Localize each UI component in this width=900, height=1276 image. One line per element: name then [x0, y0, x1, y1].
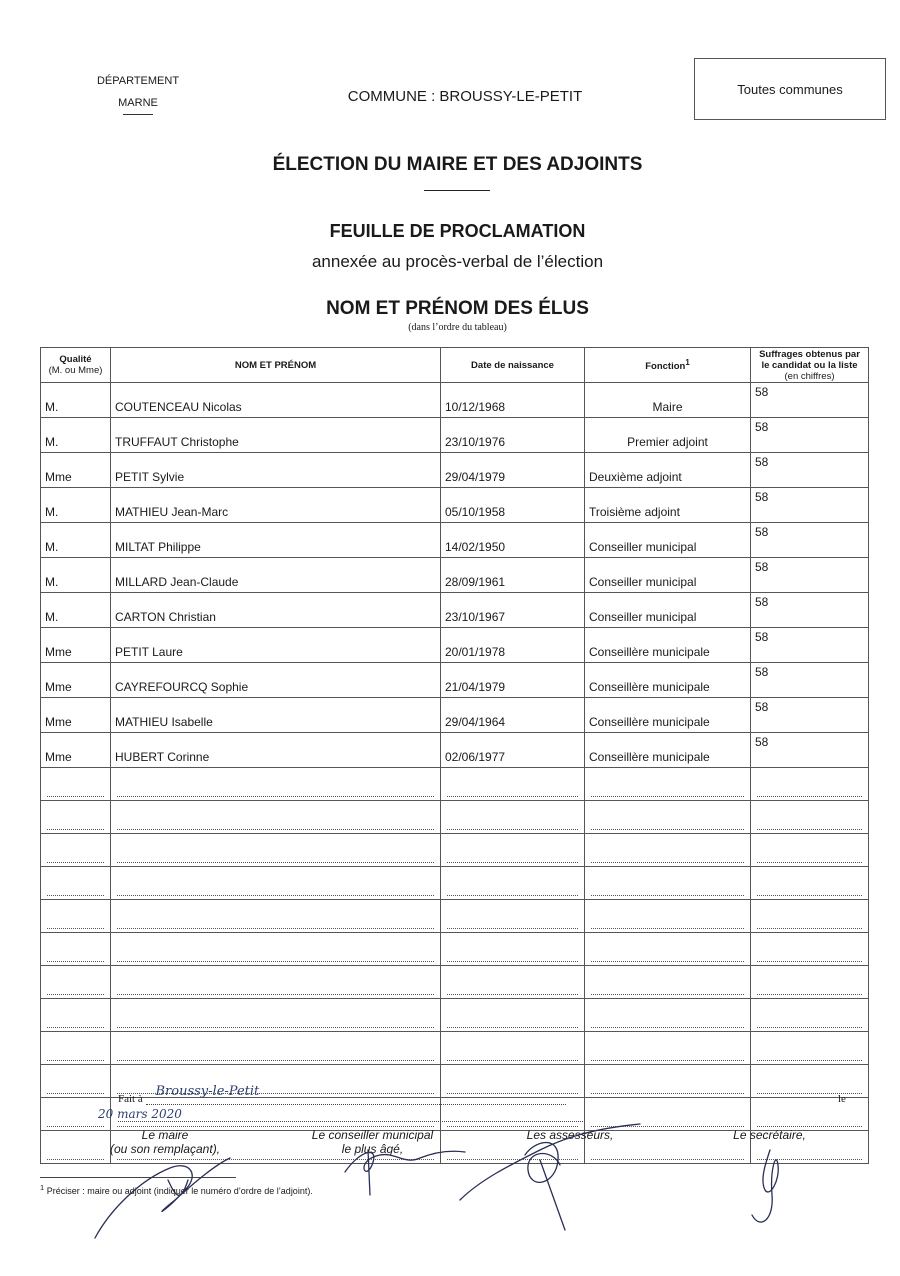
empty-cell-fonction [585, 867, 751, 900]
dotted-line [447, 993, 578, 995]
empty-cell-naissance [441, 867, 585, 900]
cell-nom: PETIT Laure [111, 628, 441, 663]
conseiller-signature-scribble [345, 1150, 465, 1195]
empty-cell-fonction [585, 900, 751, 933]
header-fonction [585, 348, 751, 383]
dotted-line [447, 861, 578, 863]
dotted-line [447, 1059, 578, 1061]
table-row [41, 663, 869, 698]
empty-table-row [41, 966, 869, 999]
empty-cell-nom [111, 834, 441, 867]
empty-cell-voix [751, 933, 869, 966]
cell-nom: MILLARD Jean-Claude [111, 558, 441, 593]
dotted-line [447, 1026, 578, 1028]
list-note: (dans l’ordre du tableau) [408, 322, 507, 333]
empty-cell-naissance [441, 999, 585, 1032]
dotted-line [447, 894, 578, 896]
header-qualite [41, 348, 111, 383]
cell-voix: 58 [751, 523, 869, 558]
empty-table-row [41, 999, 869, 1032]
dotted-line [757, 894, 862, 896]
footnote-text: Préciser : maire ou adjoint (indiquer le numéro d’ordre de l’adjoint). [46, 1186, 313, 1196]
empty-table-row [41, 834, 869, 867]
cell-fonction: Conseillère municipale [585, 698, 751, 733]
cell-nom: MILTAT Philippe [111, 523, 441, 558]
table-row [41, 628, 869, 663]
cell-nom: CARTON Christian [111, 593, 441, 628]
empty-table-row [41, 867, 869, 900]
departement-name: MARNE [118, 97, 158, 109]
dotted-line [47, 927, 104, 929]
cell-qualite: M. [41, 418, 111, 453]
empty-cell-nom [111, 999, 441, 1032]
fait-a-date: 20 mars 2020 [98, 1107, 182, 1121]
conseiller-label: Le conseiller municipal [311, 1128, 434, 1142]
dotted-line [47, 1026, 104, 1028]
empty-cell-nom [111, 900, 441, 933]
dotted-line [757, 993, 862, 995]
dotted-line [447, 960, 578, 962]
cell-naissance: 14/02/1950 [441, 523, 585, 558]
cell-voix: 58 [751, 663, 869, 698]
empty-cell-naissance [441, 834, 585, 867]
empty-cell-fonction [585, 966, 751, 999]
empty-cell-nom [111, 966, 441, 999]
dotted-line [47, 828, 104, 830]
cell-qualite: Mme [41, 453, 111, 488]
empty-cell-qualite [41, 867, 111, 900]
sheet-subtitle: annexée au procès-verbal de l’élection [311, 252, 604, 271]
fait-a-place: Broussy-le-Petit [155, 1084, 260, 1099]
empty-table-row [41, 1032, 869, 1065]
empty-cell-naissance [441, 966, 585, 999]
dotted-line [591, 1092, 744, 1094]
empty-cell-qualite [41, 900, 111, 933]
dotted-line [591, 861, 744, 863]
cell-naissance: 23/10/1976 [441, 418, 585, 453]
empty-cell-fonction [585, 933, 751, 966]
cell-fonction: Conseillère municipale [585, 733, 751, 768]
secretaire-signature-scribble [752, 1150, 778, 1222]
dotted-line [591, 993, 744, 995]
cell-nom: CAYREFOURCQ Sophie [111, 663, 441, 698]
handwritten-signatures [0, 1120, 900, 1276]
empty-cell-naissance [441, 801, 585, 834]
cell-fonction: Conseillère municipale [585, 628, 751, 663]
cell-qualite: M. [41, 558, 111, 593]
cell-qualite: Mme [41, 628, 111, 663]
empty-cell-voix [751, 768, 869, 801]
cell-voix: 58 [751, 698, 869, 733]
dotted-line [591, 1026, 744, 1028]
table-header-row [41, 348, 869, 383]
cell-fonction: Conseiller municipal [585, 558, 751, 593]
cell-fonction: Conseiller municipal [585, 593, 751, 628]
cell-voix: 58 [751, 383, 869, 418]
dotted-line [47, 795, 104, 797]
cell-naissance: 28/09/1961 [441, 558, 585, 593]
maire-signature-scribble [95, 1158, 230, 1238]
cell-voix: 58 [751, 453, 869, 488]
dotted-line [591, 795, 744, 797]
empty-cell-qualite [41, 1065, 111, 1098]
assesseurs-signature-scribble [460, 1124, 640, 1230]
header-fonction-label: Fonction [645, 361, 686, 373]
dotted-line [117, 795, 434, 797]
empty-cell-naissance [441, 933, 585, 966]
empty-cell-voix [751, 834, 869, 867]
cell-naissance: 23/10/1967 [441, 593, 585, 628]
empty-cell-voix [751, 999, 869, 1032]
table-row [41, 383, 869, 418]
dotted-line [447, 795, 578, 797]
dotted-line [47, 861, 104, 863]
table-row [41, 733, 869, 768]
cell-qualite: Mme [41, 663, 111, 698]
dotted-line [117, 828, 434, 830]
dotted-line [117, 1059, 434, 1061]
title-divider [424, 190, 490, 191]
dotted-line [757, 1059, 862, 1061]
empty-cell-naissance [441, 768, 585, 801]
header-qualite-sub: (M. ou Mme) [48, 365, 103, 376]
cell-fonction: Conseiller municipal [585, 523, 751, 558]
empty-cell-fonction [585, 768, 751, 801]
commune-name: COMMUNE : BROUSSY-LE-PETIT [347, 88, 583, 105]
cell-voix: 58 [751, 593, 869, 628]
dotted-line [757, 927, 862, 929]
cell-nom: MATHIEU Isabelle [111, 698, 441, 733]
dotted-line [117, 1026, 434, 1028]
empty-cell-voix [751, 900, 869, 933]
empty-cell-voix [751, 1065, 869, 1098]
table-row [41, 418, 869, 453]
dotted-line [47, 894, 104, 896]
cell-naissance: 05/10/1958 [441, 488, 585, 523]
cell-qualite: M. [41, 593, 111, 628]
dotted-line [117, 960, 434, 962]
empty-cell-nom [111, 801, 441, 834]
empty-cell-nom [111, 768, 441, 801]
empty-cell-qualite [41, 834, 111, 867]
dotted-line [117, 894, 434, 896]
commune-type-label: Toutes communes [737, 82, 843, 97]
cell-fonction: Maire [585, 383, 751, 418]
fait-a-line [146, 1084, 566, 1105]
dotted-line [757, 1092, 862, 1094]
empty-cell-qualite [41, 933, 111, 966]
dotted-line [47, 1059, 104, 1061]
cell-voix: 58 [751, 488, 869, 523]
page-title: ÉLECTION DU MAIRE ET DES ADJOINTS [272, 154, 643, 175]
empty-table-row [41, 900, 869, 933]
dotted-line [591, 960, 744, 962]
empty-cell-naissance [441, 900, 585, 933]
dotted-line [47, 993, 104, 995]
cell-fonction: Troisième adjoint [585, 488, 751, 523]
table-body [41, 383, 869, 1164]
header-suffrages [751, 348, 869, 383]
cell-voix: 58 [751, 733, 869, 768]
maire-sub: (ou son remplaçant), [109, 1142, 221, 1156]
table-row [41, 698, 869, 733]
dotted-line [447, 927, 578, 929]
dotted-line [757, 828, 862, 830]
header-nom: NOM ET PRÉNOM [111, 348, 441, 383]
footnote-marker: 1 [40, 1183, 45, 1192]
cell-fonction: Conseillère municipale [585, 663, 751, 698]
cell-voix: 58 [751, 558, 869, 593]
dotted-line [591, 894, 744, 896]
secretaire-label: Le secrétaire, [733, 1128, 806, 1142]
sheet-title: FEUILLE DE PROCLAMATION [329, 221, 586, 241]
cell-nom: COUTENCEAU Nicolas [111, 383, 441, 418]
fait-a-label: Fait à [118, 1093, 143, 1105]
assesseurs-label: Les assesseurs, [526, 1128, 614, 1142]
empty-cell-voix [751, 801, 869, 834]
cell-naissance: 29/04/1979 [441, 453, 585, 488]
empty-cell-qualite [41, 768, 111, 801]
cell-nom: PETIT Sylvie [111, 453, 441, 488]
empty-cell-nom [111, 1032, 441, 1065]
header-suffrages-sub: (en chiffres) [784, 370, 835, 382]
dotted-line [757, 1026, 862, 1028]
cell-naissance: 29/04/1964 [441, 698, 585, 733]
empty-table-row [41, 768, 869, 801]
list-title: NOM ET PRÉNOM DES ÉLUS [326, 298, 589, 319]
cell-fonction: Deuxième adjoint [585, 453, 751, 488]
table-row [41, 453, 869, 488]
empty-cell-nom [111, 933, 441, 966]
cell-qualite: M. [41, 488, 111, 523]
dotted-line [447, 828, 578, 830]
header-suffrages-label: Suffrages obtenus par le candidat ou la liste [759, 348, 860, 371]
dotted-line [757, 861, 862, 863]
cell-naissance: 10/12/1968 [441, 383, 585, 418]
dotted-line [117, 993, 434, 995]
departement-block [80, 70, 196, 115]
cell-qualite: M. [41, 523, 111, 558]
cell-qualite: M. [41, 383, 111, 418]
empty-cell-nom [111, 867, 441, 900]
table-row [41, 558, 869, 593]
empty-cell-voix [751, 966, 869, 999]
cell-voix: 58 [751, 418, 869, 453]
fait-a-block [98, 1084, 588, 1122]
empty-cell-fonction [585, 999, 751, 1032]
cell-qualite: Mme [41, 733, 111, 768]
empty-cell-fonction [585, 1065, 751, 1098]
departement-rule [123, 114, 153, 115]
elected-table [40, 347, 869, 1164]
dotted-line [591, 1059, 744, 1061]
header-fonction-note: 1 [685, 358, 690, 368]
cell-nom: MATHIEU Jean-Marc [111, 488, 441, 523]
empty-cell-fonction [585, 801, 751, 834]
empty-cell-qualite [41, 999, 111, 1032]
table-row [41, 593, 869, 628]
cell-naissance: 02/06/1977 [441, 733, 585, 768]
empty-cell-fonction [585, 834, 751, 867]
header-qualite-label: Qualité [59, 354, 92, 365]
table-row [41, 488, 869, 523]
date-label: le [838, 1093, 846, 1105]
dotted-line [47, 1092, 104, 1094]
cell-naissance: 20/01/1978 [441, 628, 585, 663]
empty-cell-qualite [41, 1032, 111, 1065]
cell-voix: 58 [751, 628, 869, 663]
dotted-line [117, 861, 434, 863]
empty-cell-qualite [41, 801, 111, 834]
departement-label: DÉPARTEMENT [96, 75, 180, 87]
empty-cell-voix [751, 1032, 869, 1065]
commune-type-box [694, 58, 886, 120]
cell-qualite: Mme [41, 698, 111, 733]
header-naissance: Date de naissance [441, 348, 585, 383]
cell-nom: TRUFFAUT Christophe [111, 418, 441, 453]
empty-cell-voix [751, 867, 869, 900]
conseiller-sub: le plus âgé, [341, 1142, 404, 1156]
empty-table-row [41, 801, 869, 834]
dotted-line [591, 828, 744, 830]
cell-fonction: Premier adjoint [585, 418, 751, 453]
cell-nom: HUBERT Corinne [111, 733, 441, 768]
empty-table-row [41, 933, 869, 966]
dotted-line [591, 927, 744, 929]
empty-cell-naissance [441, 1032, 585, 1065]
dotted-line [757, 795, 862, 797]
dotted-line [117, 927, 434, 929]
empty-cell-qualite [41, 966, 111, 999]
maire-label: Le maire [141, 1128, 189, 1142]
dotted-line [47, 960, 104, 962]
empty-cell-fonction [585, 1032, 751, 1065]
cell-naissance: 21/04/1979 [441, 663, 585, 698]
dotted-line [757, 960, 862, 962]
table-row [41, 523, 869, 558]
